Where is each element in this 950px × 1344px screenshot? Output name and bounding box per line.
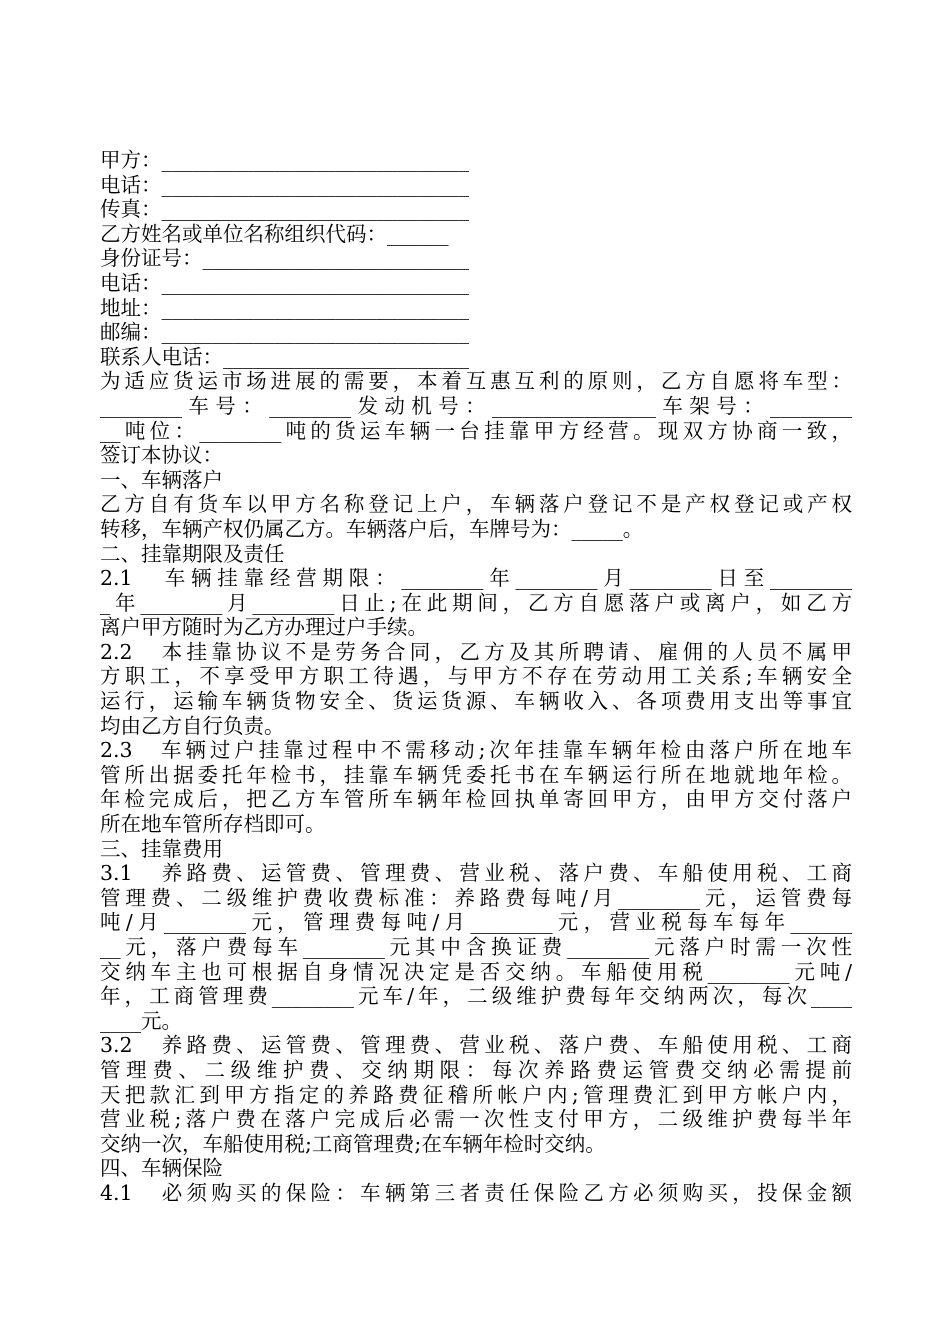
- party-a-line: 甲方：______________________________: [100, 148, 469, 172]
- paragraph-line: 乙方自有货车以甲方名称登记上户，车辆落户登记不是产权登记或产权: [100, 492, 852, 517]
- clause-line: __元，落户费每车________元其中含换证费________元落户时需一次性: [100, 935, 852, 959]
- clause-line: 运行，运输车辆货物安全、货运货源、车辆收入、各项费用支出等事宜: [100, 689, 852, 714]
- intro-paragraph-line: 为适应货运市场进展的需要，本着互惠互利的原则，乙方自愿将车型：: [100, 369, 852, 394]
- clause-line: 交纳一次，车船使用税;工商管理费;在车辆年检时交纳。: [100, 1131, 606, 1156]
- clause-line: ____元。: [100, 1008, 182, 1033]
- clause-line: 所在地车管所存档即可。: [100, 812, 326, 837]
- clause-line: 管理费、二级维护费收费标准：养路费每吨/月________元，运管费每: [100, 885, 852, 910]
- clause-line: 2.1 车辆挂靠经营期限：________年________月________日至________: [100, 566, 852, 591]
- party-b-phone-line: 电话：______________________________: [100, 270, 469, 295]
- paragraph-line: 转移，车辆产权仍属乙方。车辆落户后，车牌号为：_____。: [100, 516, 644, 541]
- clause-line: 管所出据委托年检书，挂靠车辆凭委托书在车辆运行所在地就地年检。: [100, 762, 852, 787]
- party-a-phone-line: 电话：______________________________: [100, 172, 469, 197]
- clause-line: 方职工，不享受甲方职工待遇，与甲方不存在劳动用工关系;车辆安全: [100, 664, 852, 689]
- party-b-address-line: 地址：______________________________: [100, 295, 469, 320]
- clause-line: 2.3 车辆过户挂靠过程中不需移动;次年挂靠车辆年检由落户所在地车: [100, 738, 852, 763]
- clause-line: 4.1 必须购买的保险：车辆第三者责任保险乙方必须购买，投保金额: [100, 1180, 852, 1205]
- intro-paragraph-line: 签订本协议：: [100, 443, 223, 468]
- party-b-name-line: 乙方姓名或单位名称组织代码：______: [100, 221, 449, 246]
- document-body: [100, 148, 852, 1206]
- clause-line: 均由乙方自行负责。: [100, 713, 285, 738]
- clause-line: 年检完成后，把乙方车管所车辆年检回执单寄回甲方，由甲方交付落户: [100, 787, 852, 812]
- clause-line: 3.2 养路费、运管费、管理费、营业税、落户费、车船使用税、工商: [100, 1033, 852, 1058]
- clause-line: 年，工商管理费________元车/年，二级维护费每年交纳两次，每次____: [100, 984, 852, 1009]
- section-heading: 一、车辆落户: [100, 467, 223, 492]
- section-heading: 三、挂靠费用: [100, 836, 223, 861]
- intro-paragraph-line: __吨位：________吨的货运车辆一台挂靠甲方经营。现双方协商一致，: [100, 418, 852, 443]
- clause-line: 交纳车主也可根据自身情况决定是否交纳。车船使用税________元吨/: [100, 959, 852, 984]
- clause-line: 2.2 本挂靠协议不是劳务合同，乙方及其所聘请、雇佣的人员不属甲: [100, 639, 852, 664]
- party-a-fax-line: 传真：______________________________: [100, 197, 469, 222]
- clause-line: 3.1 养路费、运管费、管理费、营业税、落户费、车船使用税、工商: [100, 861, 852, 886]
- clause-line: 营业税;落户费在落户完成后必需一次性支付甲方，二级维护费每半年: [100, 1107, 852, 1132]
- intro-paragraph-line: ________车号：________发动机号：________________车架号：________: [100, 393, 852, 418]
- contact-phone-line: 联系人电话：________________________: [100, 344, 469, 369]
- clause-line: _年________月________日止;在此期间，乙方自愿落户或离户，如乙方: [100, 590, 852, 615]
- party-b-postcode-line: 邮编：______________________________: [100, 320, 469, 345]
- section-heading: 二、挂靠期限及责任: [100, 541, 285, 566]
- clause-line: 天把款汇到甲方指定的养路费征稽所帐户内;管理费汇到甲方帐户内，: [100, 1082, 852, 1107]
- clause-line: 离户甲方随时为乙方办理过户手续。: [100, 615, 428, 640]
- party-b-id-line: 身份证号：__________________________: [100, 246, 469, 271]
- section-heading: 四、车辆保险: [100, 1156, 223, 1181]
- clause-line: 管理费、二级维护费、交纳期限：每次养路费运管费交纳必需提前: [100, 1057, 852, 1082]
- clause-line: 吨/月________元，管理费每吨/月________元，营业税每车每年______: [100, 910, 852, 935]
